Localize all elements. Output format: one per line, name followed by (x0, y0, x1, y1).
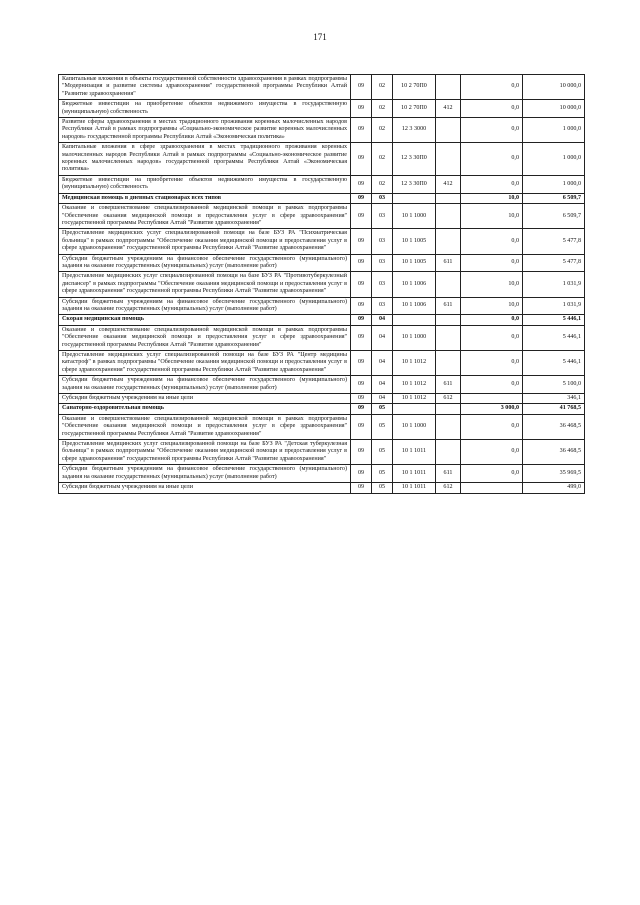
table-row (59, 254, 585, 272)
section-code-cell: 09 (351, 118, 372, 143)
table-row (59, 143, 585, 176)
expense-name-cell: Санаторно-оздоровительная помощь (59, 404, 351, 414)
amount-1-cell: 0,0 (461, 175, 523, 193)
amount-2-cell: 1 000,0 (523, 118, 585, 143)
target-article-cell (393, 193, 436, 203)
expense-name-cell: Развитие сферы здравоохранения в местах традиционного проживания коренных малочисленных народов Республики Алтай в рамках подпрограммы «Социально-экономическое развитие коренных малочисленных народов» государственной программы Республики Алтай «Экономическая политика» (59, 118, 351, 143)
section-code-cell: 09 (351, 204, 372, 229)
target-article-cell: 12 3 30П0 (393, 175, 436, 193)
table-row (59, 440, 585, 465)
expense-name-cell: Оказание и совершенствование специализированной медицинской помощи в рамках подпрограммы "Обеспечение оказания медицинской помощи и предоставления услуг в сфере здравоохранения" государственной программы Республики Алтай "Развитие здравоохранения" (59, 414, 351, 439)
subsection-code-cell: 03 (372, 297, 393, 315)
amount-1-cell: 0,0 (461, 325, 523, 350)
expense-type-cell: 412 (436, 100, 461, 118)
amount-2-cell: 499,0 (523, 483, 585, 493)
expense-name-cell: Оказание и совершенствование специализированной медицинской помощи в рамках подпрограммы "Обеспечение оказания медицинской помощи и предоставления услуг в сфере здравоохранения" государственной программы Республики Алтай "Развитие здравоохранения" (59, 204, 351, 229)
amount-2-cell: 1 000,0 (523, 175, 585, 193)
section-code-cell: 09 (351, 229, 372, 254)
amount-2-cell: 6 509,7 (523, 204, 585, 229)
target-article-cell: 12 3 30П0 (393, 143, 436, 176)
amount-2-cell: 41 768,5 (523, 404, 585, 414)
expense-type-cell (436, 143, 461, 176)
subsection-code-cell: 03 (372, 204, 393, 229)
subsection-code-cell: 02 (372, 100, 393, 118)
table-row (59, 404, 585, 414)
table-row (59, 297, 585, 315)
target-article-cell: 10 1 1012 (393, 376, 436, 394)
amount-1-cell (461, 483, 523, 493)
section-code-cell: 09 (351, 175, 372, 193)
expense-type-cell (436, 75, 461, 100)
target-article-cell: 10 2 70П0 (393, 75, 436, 100)
table-row (59, 75, 585, 100)
amount-2-cell: 1 000,0 (523, 143, 585, 176)
amount-1-cell: 0,0 (461, 315, 523, 325)
subsection-code-cell: 02 (372, 175, 393, 193)
section-code-cell: 09 (351, 414, 372, 439)
expense-type-cell (436, 325, 461, 350)
expense-name-cell: Субсидии бюджетным учреждениям на финансовое обеспечение государственного (муниципального) задания на оказание государственных (муниципальных) услуг (выполнение работ) (59, 254, 351, 272)
amount-2-cell: 36 468,5 (523, 414, 585, 439)
section-code-cell: 09 (351, 404, 372, 414)
table-row (59, 376, 585, 394)
expense-type-cell: 611 (436, 297, 461, 315)
target-article-cell (393, 404, 436, 414)
section-code-cell: 09 (351, 143, 372, 176)
target-article-cell: 10 1 1011 (393, 483, 436, 493)
subsection-code-cell: 04 (372, 325, 393, 350)
amount-2-cell: 6 509,7 (523, 193, 585, 203)
amount-1-cell: 0,0 (461, 465, 523, 483)
section-code-cell: 09 (351, 75, 372, 100)
subsection-code-cell: 04 (372, 351, 393, 376)
section-code-cell: 09 (351, 297, 372, 315)
amount-1-cell: 0,0 (461, 229, 523, 254)
subsection-code-cell: 02 (372, 143, 393, 176)
table-row (59, 394, 585, 404)
target-article-cell: 12 3 3000 (393, 118, 436, 143)
amount-2-cell: 35 969,5 (523, 465, 585, 483)
expense-type-cell (436, 440, 461, 465)
expense-type-cell: 412 (436, 175, 461, 193)
subsection-code-cell: 03 (372, 229, 393, 254)
expense-type-cell (436, 404, 461, 414)
target-article-cell: 10 1 1006 (393, 272, 436, 297)
budget-table-body (59, 75, 585, 494)
amount-1-cell: 0,0 (461, 376, 523, 394)
amount-1-cell (461, 394, 523, 404)
expense-type-cell: 612 (436, 483, 461, 493)
amount-2-cell: 5 446,1 (523, 315, 585, 325)
section-code-cell: 09 (351, 315, 372, 325)
target-article-cell: 10 1 1005 (393, 229, 436, 254)
expense-type-cell (436, 315, 461, 325)
expense-type-cell (436, 118, 461, 143)
table-row (59, 414, 585, 439)
expense-type-cell: 611 (436, 254, 461, 272)
amount-1-cell: 0,0 (461, 254, 523, 272)
subsection-code-cell: 03 (372, 272, 393, 297)
section-code-cell: 09 (351, 254, 372, 272)
section-code-cell: 09 (351, 193, 372, 203)
subsection-code-cell: 02 (372, 118, 393, 143)
table-row (59, 315, 585, 325)
amount-2-cell: 1 031,9 (523, 272, 585, 297)
subsection-code-cell: 04 (372, 315, 393, 325)
table-row (59, 229, 585, 254)
section-code-cell: 09 (351, 325, 372, 350)
amount-1-cell: 3 000,0 (461, 404, 523, 414)
amount-2-cell: 5 446,1 (523, 351, 585, 376)
expense-name-cell: Предоставление медицинских услуг специализированной помощи на базе БУЗ РА "Детская туберкулезная больница" в рамках подпрограммы "Обеспечение оказания медицинской помощи и предоставления услуг в сфере здравоохранения" государственной программы Республики Алтай "Развитие здравоохранения" (59, 440, 351, 465)
section-code-cell: 09 (351, 100, 372, 118)
table-row (59, 483, 585, 493)
amount-1-cell: 0,0 (461, 440, 523, 465)
table-row (59, 325, 585, 350)
subsection-code-cell: 05 (372, 440, 393, 465)
table-row (59, 272, 585, 297)
expense-name-cell: Бюджетные инвестиции на приобретение объектов недвижимого имущества в государственную (муниципальную) собственность (59, 100, 351, 118)
target-article-cell: 10 2 70П0 (393, 100, 436, 118)
expense-name-cell: Предоставление медицинских услуг специализированной помощи на базе БУЗ РА "Психиатрическая больница" в рамках подпрограммы "Обеспечение оказания медицинской помощи и предоставления услуг в сфере здравоохранения" государственной программы Республики Алтай "Развитие здравоохранения" (59, 229, 351, 254)
amount-2-cell: 5 446,1 (523, 325, 585, 350)
budget-table (58, 74, 585, 494)
amount-1-cell: 0,0 (461, 75, 523, 100)
amount-2-cell: 10 000,0 (523, 100, 585, 118)
subsection-code-cell: 05 (372, 483, 393, 493)
target-article-cell: 10 1 1006 (393, 297, 436, 315)
amount-1-cell: 0,0 (461, 118, 523, 143)
amount-1-cell: 10,0 (461, 204, 523, 229)
target-article-cell (393, 315, 436, 325)
target-article-cell: 10 1 1000 (393, 204, 436, 229)
section-code-cell: 09 (351, 440, 372, 465)
section-code-cell: 09 (351, 483, 372, 493)
expense-name-cell: Бюджетные инвестиции на приобретение объектов недвижимого имущества в государственную (муниципальную) собственность (59, 175, 351, 193)
subsection-code-cell: 05 (372, 414, 393, 439)
expense-name-cell: Субсидии бюджетным учреждениям на финансовое обеспечение государственного (муниципального) задания на оказание государственных (муниципальных) услуг (выполнение работ) (59, 465, 351, 483)
target-article-cell: 10 1 1000 (393, 414, 436, 439)
amount-2-cell: 1 031,9 (523, 297, 585, 315)
table-row (59, 118, 585, 143)
page-number: 171 (313, 32, 327, 42)
expense-name-cell: Оказание и совершенствование специализированной медицинской помощи в рамках подпрограммы "Обеспечение оказания медицинской помощи и предоставления услуг в сфере здравоохранения" государственной программы Республики Алтай "Развитие здравоохранения" (59, 325, 351, 350)
expense-type-cell (436, 351, 461, 376)
amount-1-cell: 10,0 (461, 297, 523, 315)
amount-1-cell: 10,0 (461, 272, 523, 297)
target-article-cell: 10 1 1000 (393, 325, 436, 350)
table-row (59, 465, 585, 483)
amount-1-cell: 0,0 (461, 414, 523, 439)
expense-type-cell (436, 414, 461, 439)
amount-1-cell: 0,0 (461, 100, 523, 118)
table-row (59, 351, 585, 376)
expense-type-cell (436, 229, 461, 254)
expense-type-cell: 612 (436, 394, 461, 404)
subsection-code-cell: 05 (372, 465, 393, 483)
target-article-cell: 10 1 1011 (393, 465, 436, 483)
subsection-code-cell: 04 (372, 376, 393, 394)
subsection-code-cell: 05 (372, 404, 393, 414)
amount-2-cell: 5 477,8 (523, 254, 585, 272)
expense-name-cell: Скорая медицинская помощь (59, 315, 351, 325)
expense-type-cell (436, 272, 461, 297)
subsection-code-cell: 03 (372, 254, 393, 272)
amount-2-cell: 346,1 (523, 394, 585, 404)
amount-2-cell: 5 477,8 (523, 229, 585, 254)
expense-name-cell: Медицинская помощь в дневных стационарах всех типов (59, 193, 351, 203)
expense-type-cell (436, 204, 461, 229)
section-code-cell: 09 (351, 394, 372, 404)
amount-2-cell: 5 100,0 (523, 376, 585, 394)
section-code-cell: 09 (351, 272, 372, 297)
expense-type-cell: 611 (436, 376, 461, 394)
table-row (59, 175, 585, 193)
table-row (59, 100, 585, 118)
expense-type-cell (436, 193, 461, 203)
target-article-cell: 10 1 1011 (393, 440, 436, 465)
expense-name-cell: Предоставление медицинских услуг специализированной помощи на базе БУЗ РА "Центр медицины катастроф" в рамках подпрограммы "Обеспечение оказания медицинской помощи и предоставления услуг в сфере здравоохранения" государственной программы Республики Алтай "Развитие здравоохранения" (59, 351, 351, 376)
subsection-code-cell: 04 (372, 394, 393, 404)
expense-name-cell: Капитальные вложения в сфере здравоохранения в местах традиционного проживания коренных малочисленных народов Республики Алтай в рамках подпрограммы «Социально-экономическое развитие коренных малочисленных народов» государственной программы Республики Алтай «Экономическая политика» (59, 143, 351, 176)
table-row (59, 204, 585, 229)
table-row (59, 193, 585, 203)
expense-type-cell: 611 (436, 465, 461, 483)
amount-1-cell: 0,0 (461, 351, 523, 376)
amount-2-cell: 10 000,0 (523, 75, 585, 100)
expense-name-cell: Субсидии бюджетным учреждениям на финансовое обеспечение государственного (муниципального) задания на оказание государственных (муниципальных) услуг (выполнение работ) (59, 376, 351, 394)
subsection-code-cell: 02 (372, 75, 393, 100)
section-code-cell: 09 (351, 465, 372, 483)
expense-name-cell: Субсидии бюджетным учреждениям на финансовое обеспечение государственного (муниципального) задания на оказание государственных (муниципальных) услуг (выполнение работ) (59, 297, 351, 315)
target-article-cell: 10 1 1012 (393, 351, 436, 376)
target-article-cell: 10 1 1012 (393, 394, 436, 404)
subsection-code-cell: 03 (372, 193, 393, 203)
section-code-cell: 09 (351, 351, 372, 376)
expense-name-cell: Субсидии бюджетным учреждениям на иные цели (59, 483, 351, 493)
expense-name-cell: Субсидии бюджетным учреждениям на иные цели (59, 394, 351, 404)
expense-name-cell: Предоставление медицинских услуг специализированной помощи на базе БУЗ РА "Противотуберкулезный диспансер" в рамках подпрограммы "Обеспечение оказания медицинской помощи и предоставления услуг в сфере здравоохранения" государственной программы Республики Алтай "Развитие здравоохранения" (59, 272, 351, 297)
expense-name-cell: Капитальные вложения в объекты государственной собственности здравоохранения в рамках подпрограммы "Модернизация и развитие системы здравоохранения" государственной программы Республики Алтай "Развитие здравоохранения" (59, 75, 351, 100)
target-article-cell: 10 1 1005 (393, 254, 436, 272)
amount-1-cell: 10,0 (461, 193, 523, 203)
amount-2-cell: 36 468,5 (523, 440, 585, 465)
section-code-cell: 09 (351, 376, 372, 394)
amount-1-cell: 0,0 (461, 143, 523, 176)
